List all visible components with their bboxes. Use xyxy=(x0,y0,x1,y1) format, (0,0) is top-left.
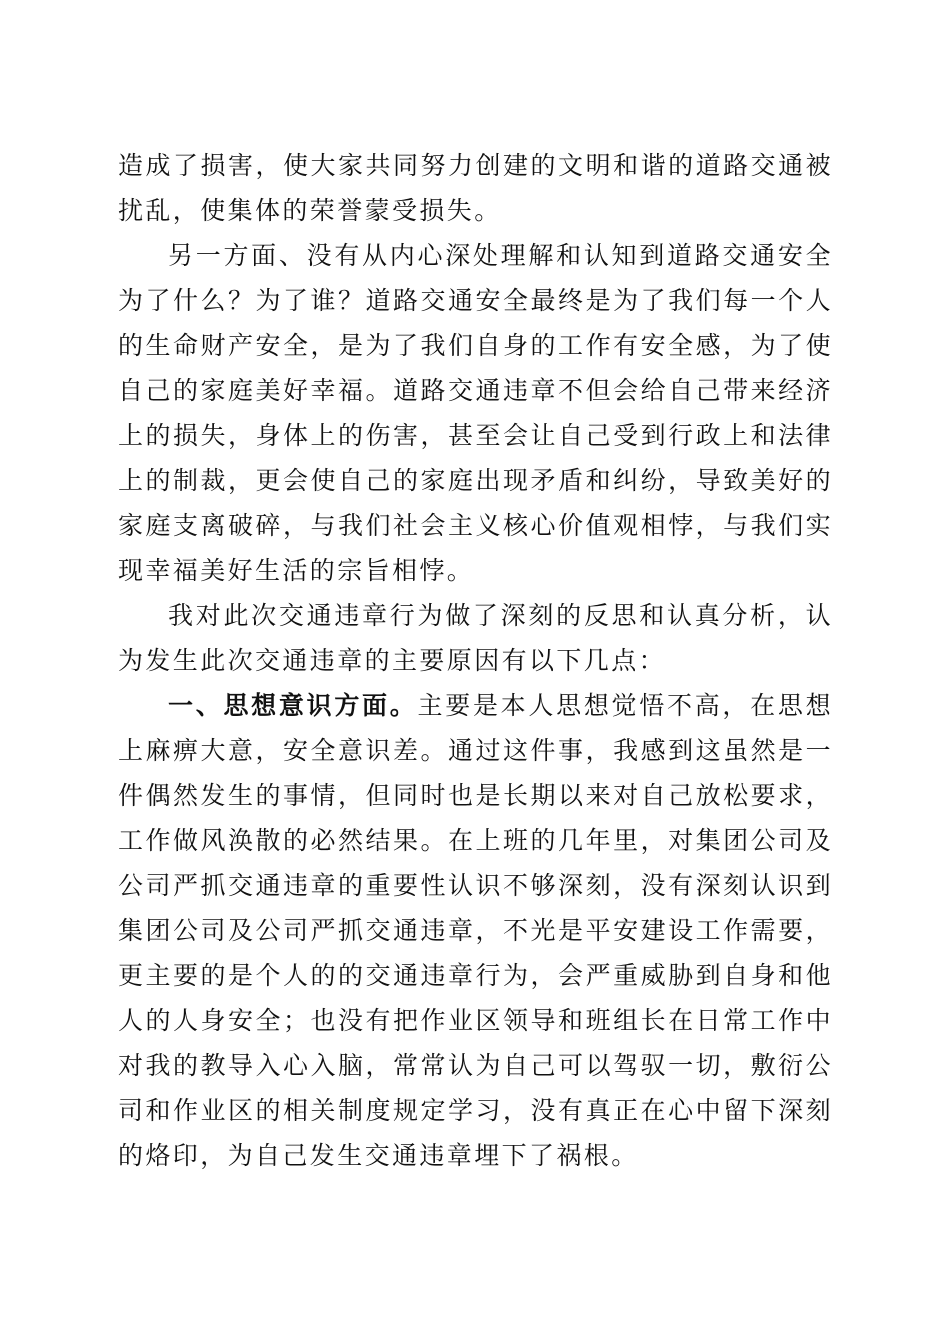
paragraph-reflection-intro: 我对此次交通违章行为做了深刻的反思和认真分析，认为发生此次交通违章的主要原因有以下几点： xyxy=(118,601,833,675)
paragraph-point-one xyxy=(118,683,833,1178)
point-one-heading: 一、思想意识方面。 xyxy=(168,691,418,720)
document-body xyxy=(118,143,833,1178)
paragraph-continuation: 造成了损害，使大家共同努力创建的文明和谐的道路交通被扰乱，使集体的荣誉蒙受损失。 xyxy=(118,151,833,225)
point-one-text: 主要是本人思想觉悟不高，在思想上麻痹大意，安全意识差。通过这件事，我感到这虽然是一件偶然发生的事情，但同时也是长期以来对自己放松要求，工作做风涣散的必然结果。在上班的几年里，对集团公司及公司严抓交通违章的重要性认识不够深刻，没有深刻认识到集团公司及公司严抓交通违章，不光是平安建设工作需要，更主要的是个人的的交通违章行为，会严重威胁到自身和他人的人身安全；也没有把作业区领导和班组长在日常工作中对我的教导入心入脑，常常认为自己可以驾驭一切，敷衍公司和作业区的相关制度规定学习，没有真正在心中留下深刻的烙印，为自己发生交通违章埋下了祸根。 xyxy=(118,691,833,1170)
paragraph-another-aspect: 另一方面、没有从内心深处理解和认知到道路交通安全为了什么？为了谁？道路交通安全最终是为了我们每一个人的生命财产安全，是为了我们自身的工作有安全感，为了使自己的家庭美好幸福。道路交通违章不但会给自己带来经济上的损失，身体上的伤害，甚至会让自己受到行政上和法律上的制裁，更会使自己的家庭出现矛盾和纠纷，导致美好的家庭支离破碎，与我们社会主义核心价值观相悖，与我们实现幸福美好生活的宗旨相悖。 xyxy=(118,241,833,585)
